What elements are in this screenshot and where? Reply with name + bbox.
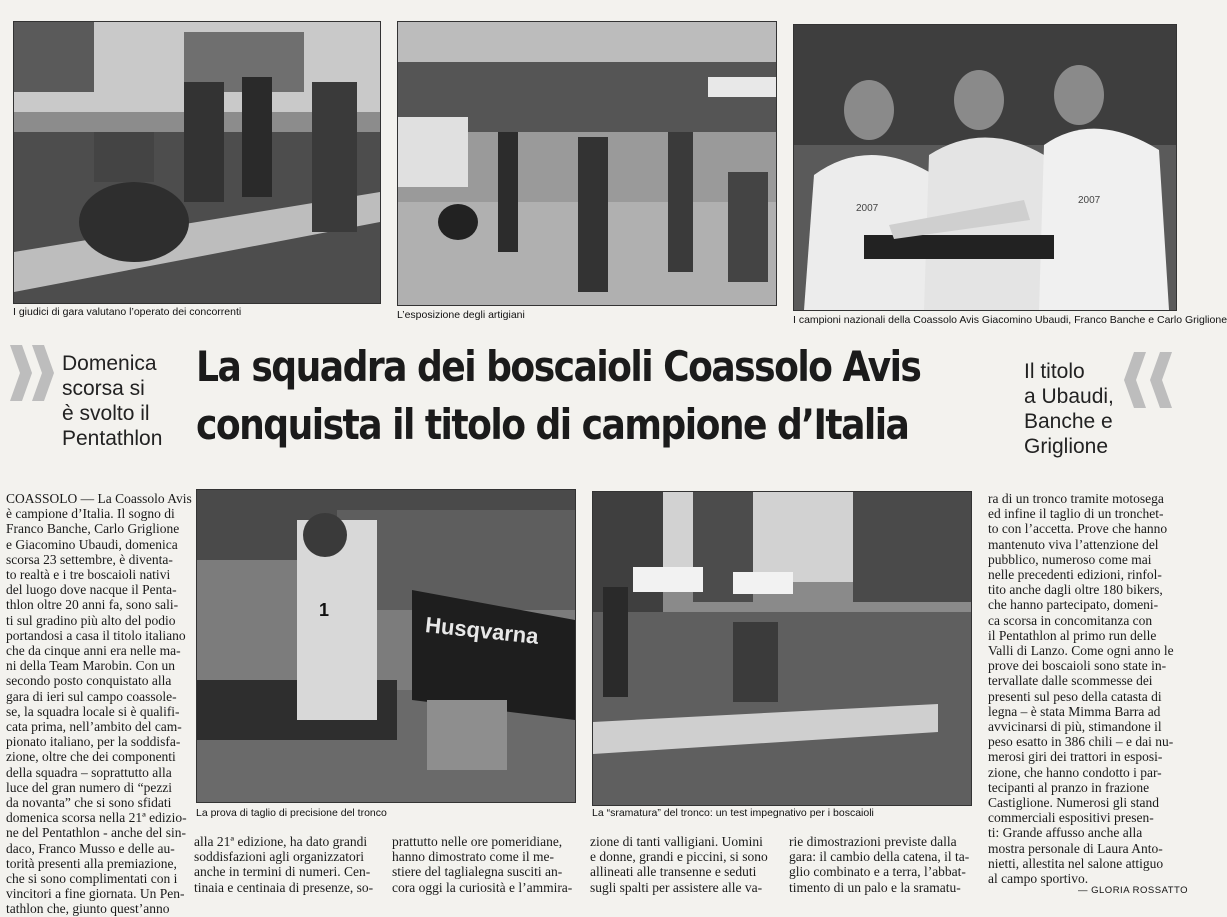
headline-line: La squadra dei boscaioli Coassolo Avis — [196, 342, 921, 391]
text-line: to realtà e i tre boscaioli nativi — [6, 567, 171, 583]
kicker-right — [1024, 359, 1114, 459]
chevron-left-icon — [10, 345, 56, 401]
photo-sramatura — [592, 491, 972, 806]
text-line: vincitori a fine giornata. Un Pen- — [6, 886, 185, 902]
text-line: soddisfazioni agli organizzatori — [194, 849, 364, 865]
text-line: ca scorsa in concomitanza con — [988, 612, 1153, 628]
text-line: del luogo dove nacque il Penta- — [6, 582, 177, 598]
kicker-left-line: Pentathlon — [62, 427, 163, 450]
kicker-right-line: Griglione — [1024, 435, 1109, 458]
text-line: pubblico, numeroso come mai — [988, 551, 1152, 567]
text-line: cata prima, nell’ambito del cam- — [6, 719, 182, 735]
photo-judges — [13, 21, 381, 304]
text-line: tito anche dagli oltre 180 bikers, — [988, 582, 1163, 598]
text-line: nietti, allestita nel salone attiguo — [988, 855, 1164, 871]
text-line: tecipanti al pranzo in frazione — [988, 779, 1150, 795]
text-line: da novanta” che si sono sfidati — [6, 795, 172, 811]
text-line: merosi giri dei trattori in esposi- — [988, 749, 1163, 765]
chevron-right-icon — [1124, 352, 1174, 408]
text-line: scorsa 23 settembre, è diventa- — [6, 551, 173, 567]
text-line: daco, Franco Musso e delle au- — [6, 840, 175, 856]
text-line: to con l’accetta. Prove che hanno — [988, 521, 1168, 537]
text-line: stiere del taglialegna susciti an- — [392, 864, 563, 880]
kicker-left-line: è svolto il — [62, 402, 150, 425]
caption-photo-judges: I giudici di gara valutano l’operato dei concorrenti — [13, 306, 242, 318]
text-line: commerciali espositivi presen- — [988, 810, 1154, 826]
text-line: e Giacomino Ubaudi, domenica — [6, 536, 178, 552]
text-line: Franco Banche, Carlo Griglione — [6, 521, 180, 537]
text-line: portandosi a casa il titolo italiano — [6, 627, 186, 643]
text-line: prattutto nelle ore pomeridiane, — [392, 834, 563, 849]
caption-photo-exhibition: L’esposizione degli artigiani — [397, 309, 525, 321]
kicker-left-line: Domenica — [62, 352, 157, 375]
bib-number: 1 — [319, 600, 330, 620]
text-line: che da cinque anni era nelle ma- — [6, 643, 181, 659]
text-line: e donne, grandi e piccini, si sono — [590, 849, 768, 865]
text-line: tervallate dalle scommesse dei — [988, 673, 1153, 689]
photo-exhibition — [397, 21, 777, 306]
text-line: rie dimostrazioni previste dalla — [789, 834, 957, 849]
author-signature: — GLORIA ROSSATTO — [1078, 885, 1189, 896]
kicker-left — [62, 351, 162, 451]
banner-text: Husqvarna — [424, 612, 540, 649]
kicker-right-line: a Ubaudi, — [1024, 385, 1114, 408]
text-line: zione, oltre che dei componenti — [6, 749, 176, 765]
text-line: anche in termini di numeri. Cen- — [194, 864, 371, 880]
text-line: glio combinato e a terra, l’abbat- — [789, 864, 966, 880]
text-line: prove dei boscaioli sono state in- — [988, 658, 1167, 674]
headline — [196, 338, 921, 454]
text-line: ti: Grande affusso anche alla — [988, 825, 1143, 841]
text-line: hanno dimostrato come il me- — [392, 849, 554, 865]
text-line: secondo posto conquistato alla — [6, 673, 172, 689]
text-line: nelle precedenti edizioni, rinfol- — [988, 567, 1162, 583]
text-line: legna – è stata Mimma Barra ad — [988, 703, 1161, 719]
text-line: della squadra – soprattutto alla — [6, 764, 172, 780]
text-line: gara: il cambio della catena, il ta- — [789, 849, 970, 865]
text-line: al campo sportivo. — [988, 871, 1089, 887]
text-line: sugli spalti per assistere alle va- — [590, 879, 763, 895]
text-line: Castiglione. Numerosi gli stand — [988, 795, 1159, 811]
article-column-6 — [988, 491, 1178, 887]
text-line: thlon oltre 20 anni fa, sono sali- — [6, 597, 179, 613]
text-line: Valli di Lanzo. Come ogni anno le — [988, 643, 1174, 659]
text-line: tinaia e centinaia di presenze, so- — [194, 879, 374, 895]
text-line: il Pentathlon al primo run delle — [988, 627, 1157, 643]
text-line: COASSOLO — La Coassolo Avis — [6, 491, 192, 506]
text-line: alla 21ª edizione, ha dato grandi — [194, 834, 368, 849]
text-line: avvicinarsi di più, stimandone il — [988, 719, 1162, 735]
text-line: mantenuto viva l’attenzione del — [988, 536, 1159, 552]
shirt-text-right: 2007 — [1078, 195, 1101, 206]
kicker-left-line: scorsa si — [62, 377, 145, 400]
photo-champions — [793, 24, 1177, 311]
text-line: ni della Team Marobin. Con un — [6, 658, 176, 674]
text-line: ne del Pentathlon - anche del sin- — [6, 825, 186, 841]
photo-precision-cut — [196, 489, 576, 803]
headline-line: conquista il titolo di campione d’Italia — [196, 400, 909, 449]
kicker-right-line: Banche e — [1024, 410, 1113, 433]
caption-photo-precision-cut: La prova di taglio di precisione del tronco — [196, 807, 387, 819]
text-line: luce del gran numero di “pezzi — [6, 779, 173, 795]
article-column-5 — [789, 834, 975, 901]
article-column-1 — [6, 491, 192, 917]
article-column-2 — [194, 834, 382, 901]
text-line: ed infine il taglio di un tronchet- — [988, 506, 1164, 522]
text-line: domenica scorsa nella 21ª edizio- — [6, 810, 187, 826]
text-line: gara di ieri sul campo coassole- — [6, 688, 177, 704]
text-line: zione di tanti valligiani. Uomini — [590, 834, 763, 849]
text-line: zione, che hanno condotto i par- — [988, 764, 1162, 780]
text-line: torità presenti alla premiazione, — [6, 855, 177, 871]
text-line: mostra personale di Laura Anto- — [988, 840, 1163, 856]
text-line: ra di un tronco tramite motosega — [988, 491, 1164, 506]
text-line: se, la squadra locale si è qualifi- — [6, 703, 180, 719]
text-line: timento di un palo e la sramatu- — [789, 879, 961, 895]
text-line: pionato italiano, per la soddisfa- — [6, 734, 181, 750]
caption-photo-champions: I campioni nazionali della Coassolo Avis Giacomino Ubaudi, Franco Banche e Carlo Griglione — [793, 314, 1227, 326]
shirt-text-left: 2007 — [856, 203, 879, 214]
text-line: che si sono complimentati con i — [6, 871, 178, 887]
text-line: presenti sul peso della catasta di — [988, 688, 1162, 704]
text-line: tathlon che, giunto quest’anno — [6, 901, 170, 917]
article-column-4 — [590, 834, 776, 901]
text-line: cora oggi la curiosità e l’ammira- — [392, 879, 573, 895]
kicker-right-line: Il titolo — [1024, 360, 1085, 383]
text-line: peso esatto in 386 chili – e dai nu- — [988, 734, 1174, 750]
text-line: che hanno partecipato, domeni- — [988, 597, 1159, 613]
article-column-3 — [392, 834, 578, 901]
caption-photo-sramatura: La “sramatura” del tronco: un test impegnativo per i boscaioli — [592, 807, 874, 819]
text-line: ti sul gradino più alto del podio — [6, 612, 176, 628]
text-line: allineati alle transenne e seduti — [590, 864, 757, 880]
text-line: è campione d’Italia. Il sogno di — [6, 506, 175, 522]
